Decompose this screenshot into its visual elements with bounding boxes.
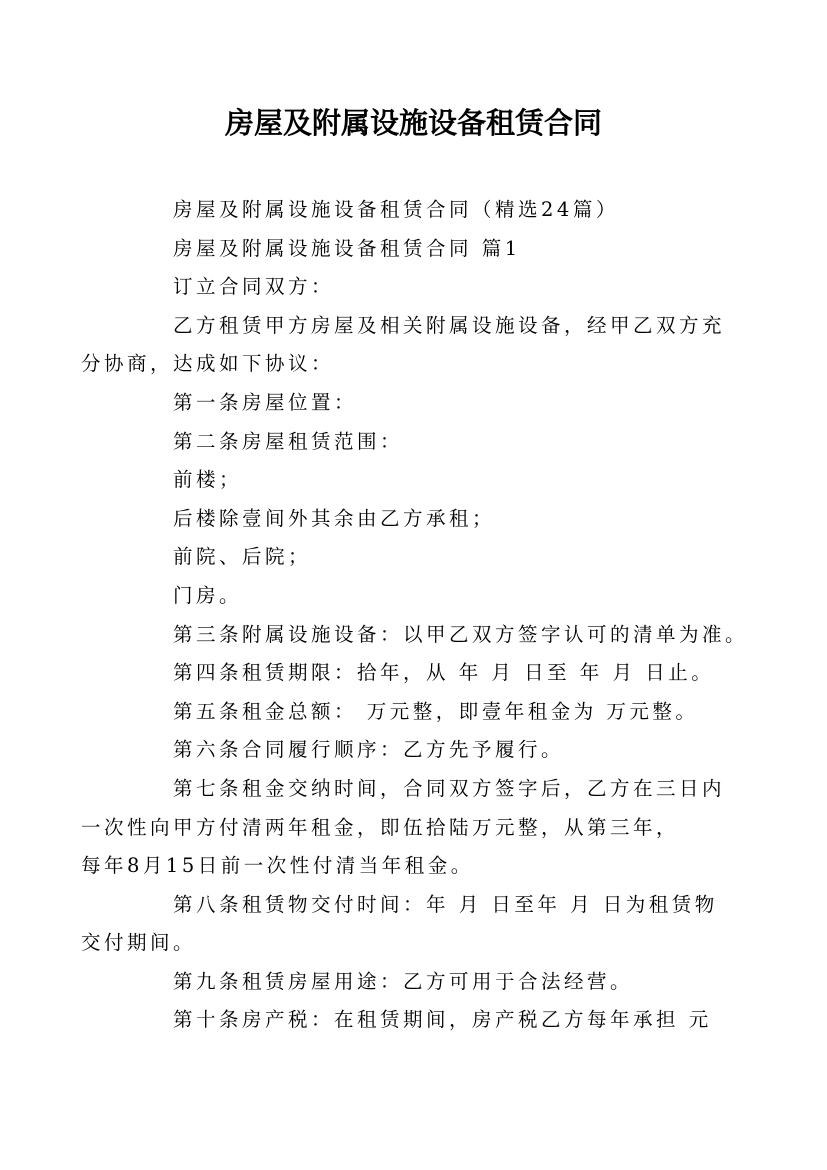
paragraph (81, 307, 726, 384)
paragraph (127, 616, 749, 655)
paragraph (127, 500, 717, 539)
paragraph (127, 577, 717, 616)
text-line: 后楼除壹间外其余由乙方承租； (173, 506, 496, 530)
text-line: 乙方租赁甲方房屋及相关附属设施设备，经甲乙双方充 (173, 313, 726, 337)
text-line: 第一条房屋位置： (173, 390, 358, 414)
text-line: 每年8月15日前一次性付清当年租金。 (81, 854, 474, 878)
text-line: 分协商，达成如下协议： (81, 352, 335, 376)
text-line: 第八条租赁物交付时间：年 月 日至年 月 日为租赁物 (173, 892, 718, 916)
paragraph (81, 770, 726, 886)
text-line: 第六条合同履行顺序：乙方先予履行。 (173, 738, 565, 762)
text-line: 第十条房产税：在租赁期间，房产税乙方每年承担 元 (173, 1008, 712, 1032)
paragraph (81, 886, 718, 963)
text-line: 一次性向甲方付清两年租金，即伍拾陆万元整，从第三年， (81, 815, 680, 839)
paragraph (127, 731, 717, 770)
text-line: 房屋及附属设施设备租赁合同（精选24篇） (173, 198, 619, 221)
text-line: 前楼； (173, 468, 243, 492)
text-line: 第五条租金总额： 万元整，即壹年租金为 万元整。 (173, 699, 699, 723)
document-body (81, 191, 749, 1040)
text-line: 前院、后院； (173, 545, 312, 569)
text-line: 第七条租金交纳时间，合同双方签字后，乙方在三日内 (173, 776, 726, 800)
paragraph (127, 963, 717, 1002)
paragraph (127, 654, 717, 693)
paragraph (127, 1001, 717, 1040)
text-line: 第三条附属设施设备：以甲乙双方签字认可的清单为准。 (173, 622, 749, 646)
paragraph (127, 693, 717, 732)
paragraph (127, 423, 717, 462)
text-line: 房屋及附属设施设备租赁合同 篇1 (173, 236, 521, 260)
text-line: 交付期间。 (81, 931, 197, 955)
text-line: 第九条租赁房屋用途：乙方可用于合法经营。 (173, 969, 634, 993)
text-line: 第二条房屋租赁范围： (173, 429, 404, 453)
paragraph (127, 191, 717, 230)
paragraph (127, 230, 717, 269)
paragraph (127, 268, 717, 307)
text-line: 第四条租赁期限：拾年，从 年 月 日至 年 月 日止。 (173, 661, 715, 685)
paragraph (127, 461, 717, 500)
paragraph (127, 384, 717, 423)
text-line: 订立合同双方： (173, 275, 335, 299)
document-title: 房屋及附属设施设备租赁合同 (224, 106, 602, 140)
text-line: 门房。 (173, 583, 243, 607)
paragraph (127, 538, 717, 577)
